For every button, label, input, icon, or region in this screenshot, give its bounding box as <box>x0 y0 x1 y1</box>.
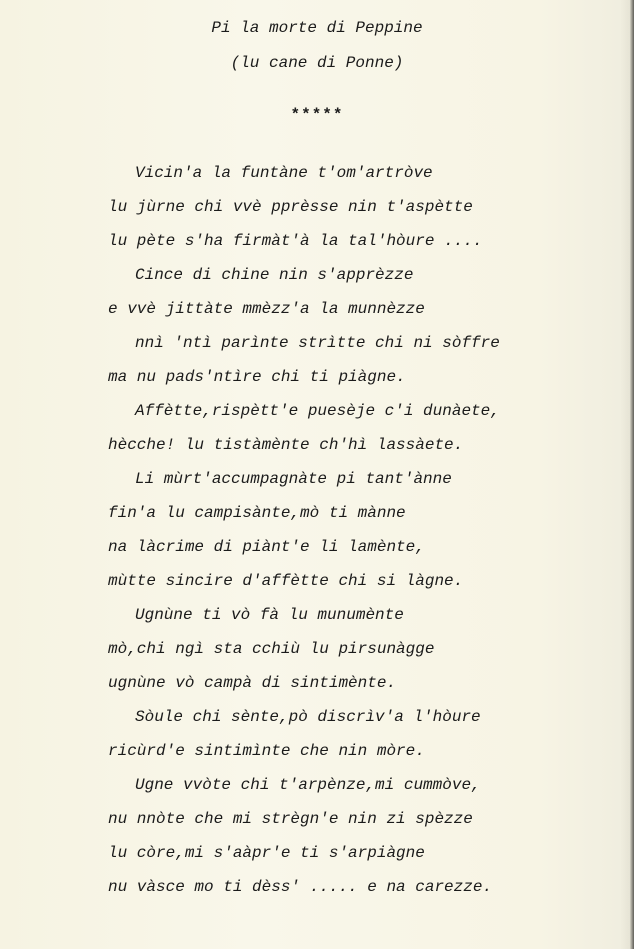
poem-line: lu pète s'ha firmàt'à la tal'hòure .... <box>108 232 483 250</box>
poem-line: lu còre,mi s'aàpr'e ti s'arpiàgne <box>108 844 425 862</box>
poem-subtitle: (lu cane di Ponne) <box>230 54 404 72</box>
poem-title: Pi la morte di Peppine <box>211 19 423 37</box>
poem-line: Cince di chine nin s'apprèzze <box>135 266 414 284</box>
poem-line: e vvè jittàte mmèzz'a la munnèzze <box>108 300 425 318</box>
poem-line: nnì 'ntì parìnte strìtte chi ni sòffre <box>135 334 500 352</box>
poem-line: Ugnùne ti vò fà lu munumènte <box>135 606 404 624</box>
poem-line: Li mùrt'accumpagnàte pi tant'ànne <box>135 470 452 488</box>
poem-line: mò,chi ngì sta cchiù lu pirsunàgge <box>108 640 435 658</box>
poem-line: Vicin'a la funtàne t'om'artròve <box>135 164 433 182</box>
paper-shadow <box>620 0 630 949</box>
poem-line: ma nu pads'ntìre chi ti piàgne. <box>108 368 406 386</box>
paper-edge <box>630 0 634 949</box>
poem-line: lu jùrne chi vvè pprèsse nin t'aspètte <box>108 198 473 216</box>
poem-line: nu nnòte che mi strègn'e nin zi spèzze <box>108 810 473 828</box>
poem-line: fin'a lu campisànte,mò ti mànne <box>108 504 406 522</box>
poem-line: mùtte sincire d'affètte chi si làgne. <box>108 572 464 590</box>
poem-line: nu vàsce mo ti dèss' ..... e na carezze. <box>108 878 493 896</box>
poem-line: ricùrd'e sintimìnte che nin mòre. <box>108 742 425 760</box>
poem-line: hècche! lu tistàmènte ch'hì lassàete. <box>108 436 464 454</box>
poem-body <box>0 156 634 904</box>
poem-line: na làcrime di piànt'e li lamènte, <box>108 538 425 556</box>
poem-line: Ugne vvòte chi t'arpènze,mi cummòve, <box>135 776 481 794</box>
separator-asterisks: ***** <box>290 106 344 124</box>
poem-line: Affètte,rispètt'e puesèje c'i dunàete, <box>135 402 500 420</box>
poem-line: Sòule chi sènte,pò discrìv'a l'hòure <box>135 708 481 726</box>
poem-line: ugnùne vò campà di sintimènte. <box>108 674 397 692</box>
